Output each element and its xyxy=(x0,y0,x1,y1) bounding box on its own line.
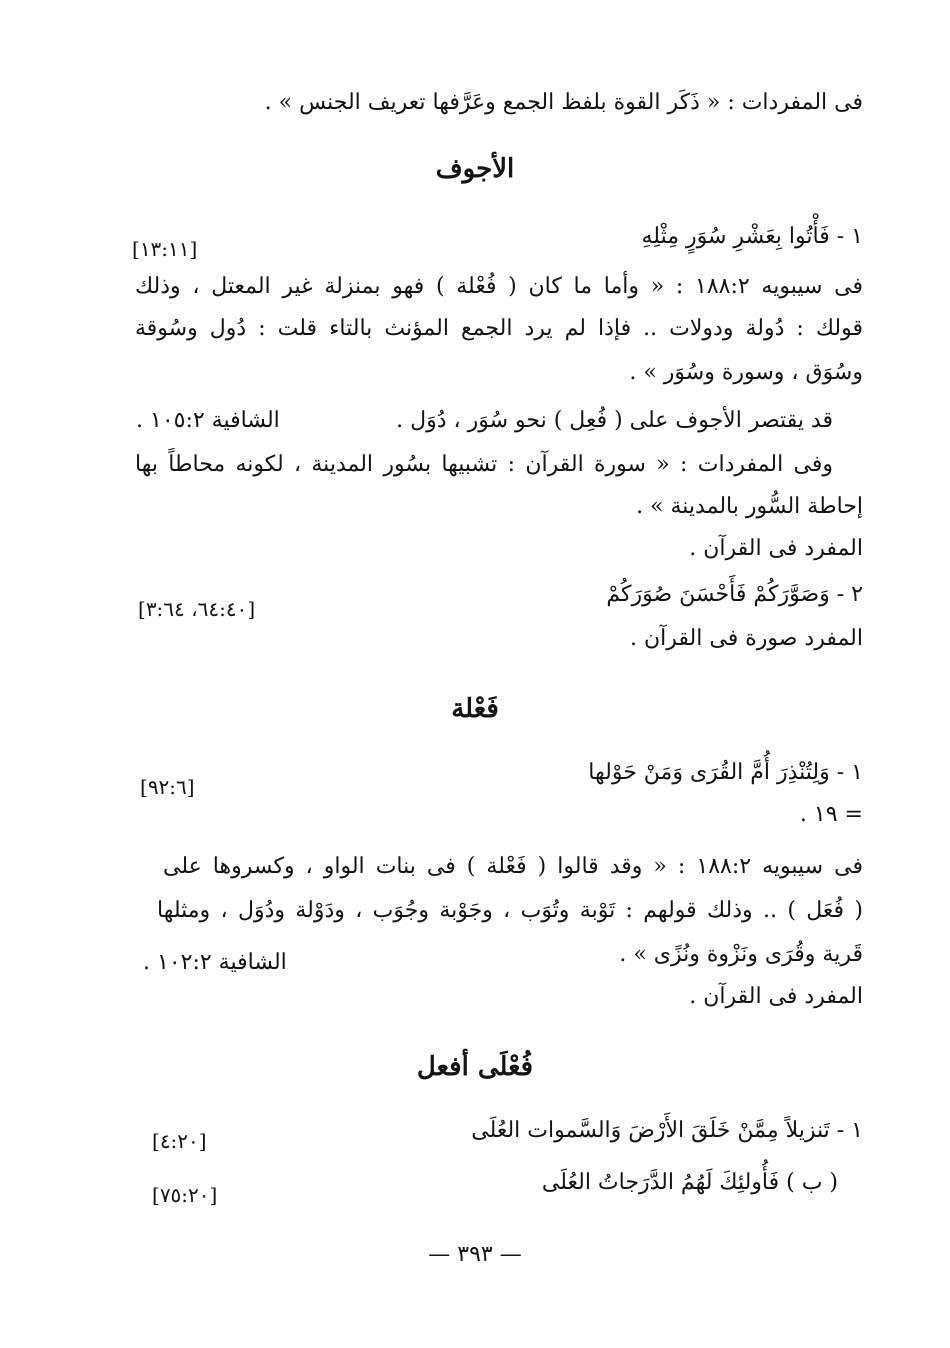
verse-line: ١ - تَنزيلاً مِمَّنْ خَلَقَ الأَرْضَ وَالسَّموات العُلَى xyxy=(471,1118,863,1143)
verse-reference: [٧٥:٢٠] xyxy=(152,1183,218,1207)
verse-line: ( ب ) فَأُولئِكَ لَهُمُ الدَّرَجاتُ العُلَى xyxy=(541,1170,838,1195)
section-heading-falah: فَعْلة xyxy=(451,694,499,724)
verse-reference: [١٣:١١] xyxy=(132,237,198,261)
source-reference: الشافية ١٠٢:٢ . xyxy=(143,950,287,975)
source-reference: الشافية ١٠٥:٢ . xyxy=(136,408,280,433)
verse-line: ١ - فَأْتُوا بِعَشْرِ سُوَرٍ مِثْلِهِ xyxy=(641,224,863,249)
section-heading-ajwaf: الأجوف xyxy=(435,154,515,184)
text-line: المفرد فى القرآن . xyxy=(689,536,863,561)
verse-reference: [٦٤:٤٠، ٣:٦٤] xyxy=(138,597,256,621)
text-line: فى المفردات : « ذَكَر القوة بلفظ الجمع وعَرَّفها تعريف الجنس » . xyxy=(264,90,863,115)
text-line: قولك : دُولة ودولات .. فإذا لم يرد الجمع المؤنث بالتاء قلت : دُول وسُوقة xyxy=(135,316,863,341)
text-line: فى سيبويه ١٨٨:٢ : « وأما ما كان ( فُعْلة ) فهو بمنزلة غير المعتل ، وذلك xyxy=(135,274,863,299)
text-line: فى سيبويه ١٨٨:٢ : « وقد قالوا ( فَعْلة ) فى بنات الواو ، وكسروها على xyxy=(163,854,863,879)
verse-line: ١ - وَلِتُنْذِرَ أُمَّ القُرَى وَمَنْ حَوْلها xyxy=(588,760,863,785)
text-line: قد يقتصر الأجوف على ( فُعِل ) نحو سُوَر ، دُوَل . xyxy=(396,408,833,433)
text-line: ( فُعَل ) .. وذلك قولهم : تَوْبة وتُوَب ، وجَوْبة وجُوَب ، ودَوْلة ودُوَل ، ومثلها xyxy=(157,898,863,923)
text-line: المفرد فى القرآن . xyxy=(689,984,863,1009)
text-line: وفى المفردات : « سورة القرآن : تشبيها بسُور المدينة ، لكونه محاطاً بها xyxy=(135,452,833,477)
text-line: قَرية وقُرَى ونَزْوة ونُزًى » . xyxy=(619,942,863,967)
page-number: — ٣٩٣ — xyxy=(428,1242,522,1267)
section-heading-fula-afal: فُعْلَى أفعل xyxy=(416,1052,534,1082)
text-line: إحاطة السُّور بالمدينة » . xyxy=(636,494,863,519)
verse-line: ٢ - وَصَوَّرَكُمْ فَأَحْسَنَ صُوَرَكُمْ xyxy=(606,582,863,607)
text-line: = ١٩ . xyxy=(799,802,863,827)
verse-reference: [٤:٢٠] xyxy=(152,1129,207,1153)
verse-reference: [٩٢:٦] xyxy=(140,775,195,799)
text-line: وسُوَق ، وسورة وسُوَر » . xyxy=(629,360,863,385)
text-line: المفرد صورة فى القرآن . xyxy=(630,626,863,651)
